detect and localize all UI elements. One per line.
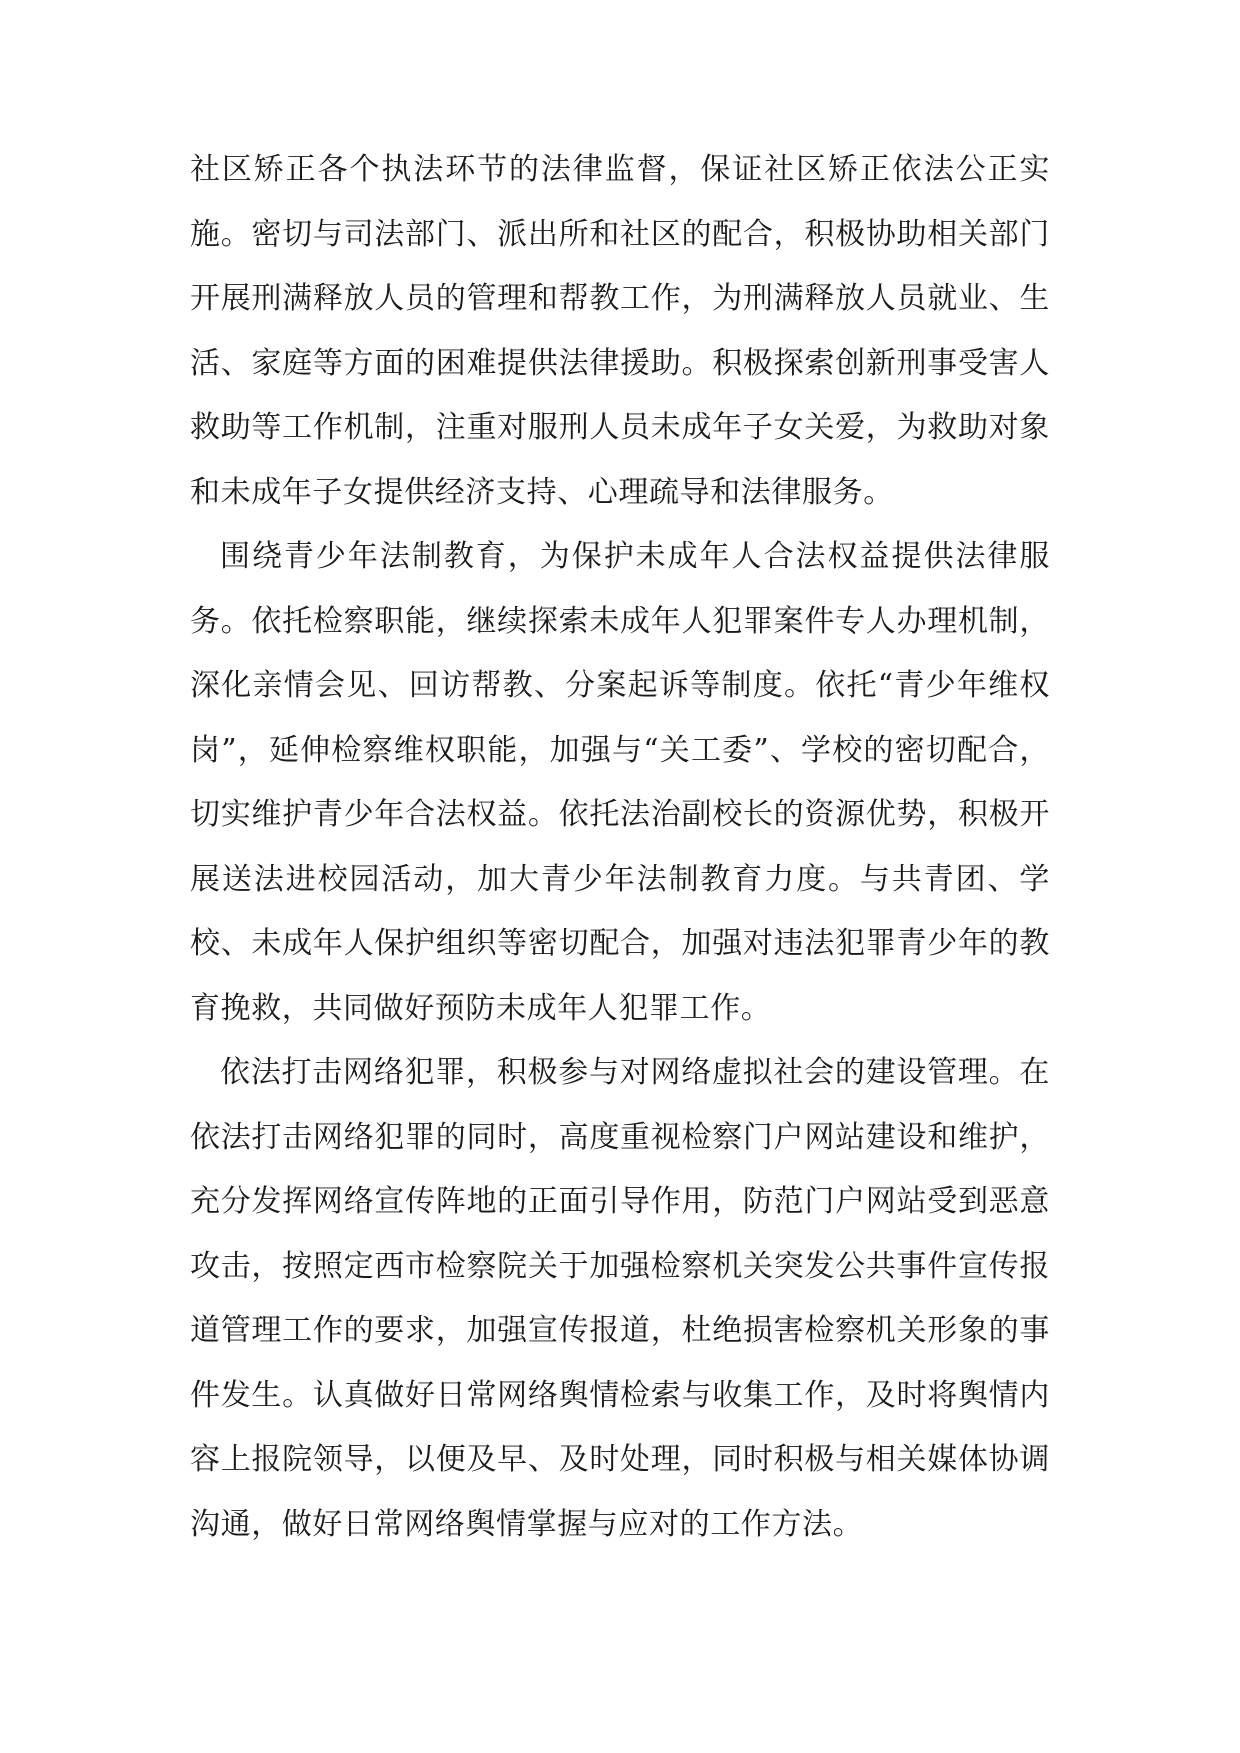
paragraph-community-correction: 社区矫正各个执法环节的法律监督，保证社区矫正依法公正实施。密切与司法部门、派出所和社区的配合，积极协助相关部门开展刑满释放人员的管理和帮教工作，为刑满释放人员就业、生活、家庭等方面的困难提供法律援助。积极探索创新刑事受害人救助等工作机制，注重对服刑人员未成年子女关爱，为救助对象和未成年子女提供经济支持、心理疏导和法律服务。 (190, 152, 1050, 510)
document-body (190, 138, 1050, 1557)
paragraph-cybercrime: 依法打击网络犯罪，积极参与对网络虚拟社会的建设管理。在依法打击网络犯罪的同时，高度重视检察门户网站建设和维护，充分发挥网络宣传阵地的正面引导作用，防范门户网站受到恶意攻击，按照定西市检察院关于加强检察机关突发公共事件宣传报道管理工作的要求，加强宣传报道，杜绝损害检察机关形象的事件发生。认真做好日常网络舆情检索与收集工作，及时将舆情内容上报院领导，以便及早、及时处理，同时积极与相关媒体协调沟通，做好日常网络舆情掌握与应对的工作方法。 (190, 1055, 1050, 1542)
paragraph-youth-legal-education: 围绕青少年法制教育，为保护未成年人合法权益提供法律服务。依托检察职能，继续探索未成年人犯罪案件专人办理机制，深化亲情会见、回访帮教、分案起诉等制度。依托“青少年维权岗”，延伸检察维权职能，加强与“关工委”、学校的密切配合，切实维护青少年合法权益。依托法治副校长的资源优势，积极开展送法进校园活动，加大青少年法制教育力度。与共青团、学校、未成年人保护组织等密切配合，加强对违法犯罪青少年的教育挽救，共同做好预防未成年人犯罪工作。 (190, 539, 1050, 1026)
